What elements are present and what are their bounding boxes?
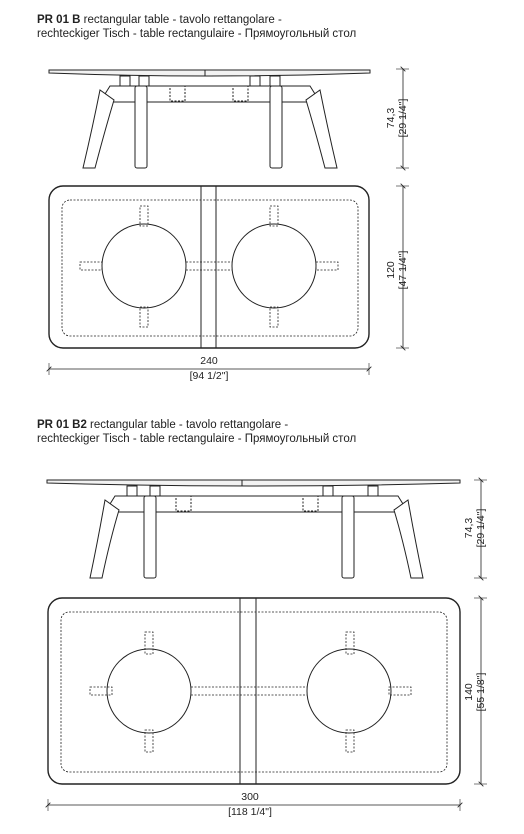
product2-height-in: [29 1/4"] <box>475 508 487 548</box>
product1-height-in: [29 1/4"] <box>397 98 409 138</box>
product2-side-view <box>47 480 460 578</box>
product2-height-cm: 74,3 <box>463 517 475 539</box>
product1-height-cm: 74,3 <box>385 107 397 129</box>
product1-depth-in: [47 1/4"] <box>397 250 409 290</box>
product1-plan-view <box>49 186 369 348</box>
product1-code: PR 01 B <box>37 14 81 26</box>
product1-depth-dimension <box>385 186 409 348</box>
product2-code: PR 01 B2 <box>37 419 87 431</box>
product2-length-cm: 300 <box>241 791 259 803</box>
product1-length-in: [94 1/2"] <box>189 370 229 382</box>
product2-height-dimension <box>463 480 487 578</box>
product1-depth-cm: 120 <box>385 261 397 279</box>
product1-title-line1: rectangular table - tavolo rettangolare - <box>80 14 282 26</box>
product1-length-dimension <box>49 355 369 382</box>
product2-title-line2: rechteckiger Tisch - table rectangulaire - Прямоугольный стол <box>37 433 357 445</box>
product2-depth-in: [55 1/8"] <box>475 672 487 712</box>
product2-depth-dimension <box>463 598 487 784</box>
product2-depth-cm: 140 <box>463 683 475 701</box>
product2-length-dimension <box>48 791 460 818</box>
product1-side-view <box>49 70 370 168</box>
product1-height-dimension <box>385 69 409 168</box>
product2-title-line1: rectangular table - tavolo rettangolare - <box>86 419 289 431</box>
product1-title-line2: rechteckiger Tisch - table rectangulaire - Прямоугольный стол <box>37 28 357 40</box>
product2-plan-view <box>48 598 460 784</box>
product1-length-cm: 240 <box>200 355 218 367</box>
product2-length-in: [118 1/4"] <box>228 806 272 818</box>
